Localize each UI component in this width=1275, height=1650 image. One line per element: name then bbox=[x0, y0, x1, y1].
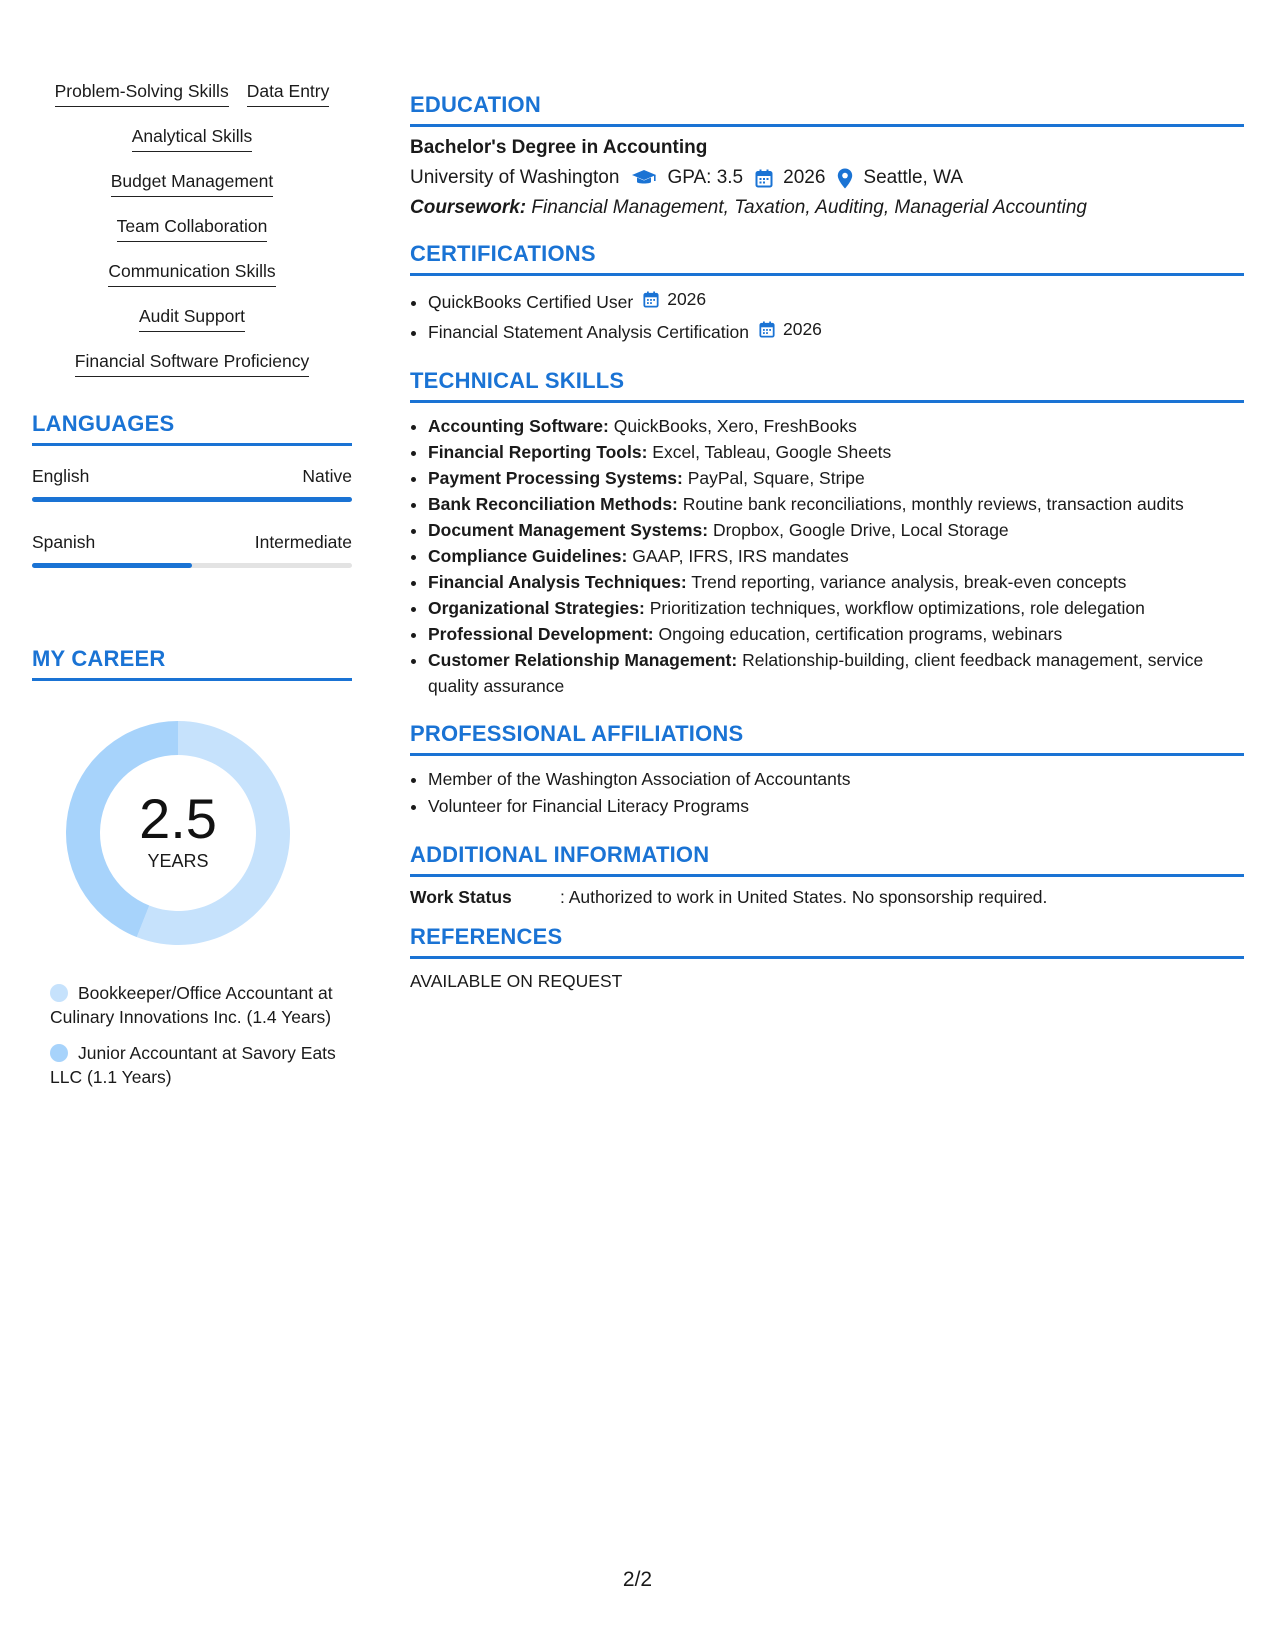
references-text: AVAILABLE ON REQUEST bbox=[410, 971, 623, 991]
certification-name: QuickBooks Certified User bbox=[428, 292, 634, 312]
technical-skill-category: Compliance Guidelines: bbox=[428, 546, 628, 566]
affiliation-item: • Volunteer for Financial Literacy Programs bbox=[428, 793, 1244, 820]
career-legend-item bbox=[50, 981, 340, 1029]
location-pin-icon bbox=[837, 168, 853, 189]
technical-skill-item bbox=[428, 621, 1244, 647]
career-years-unit: YEARS bbox=[147, 851, 209, 871]
education-degree: Bachelor's Degree in Accounting bbox=[410, 137, 708, 158]
calendar-icon bbox=[643, 291, 663, 308]
education-gpa: GPA: 3.5 bbox=[667, 167, 744, 188]
technical-skill-values: Ongoing education, certification programs, webinars bbox=[658, 624, 1063, 644]
technical-skills-title: TECHNICAL SKILLS bbox=[410, 368, 1244, 403]
language-level-fill bbox=[32, 497, 352, 502]
technical-skills-list bbox=[410, 413, 1244, 699]
skill-tag: Data Entry bbox=[247, 80, 330, 107]
language-level-bar bbox=[32, 563, 352, 568]
left-column bbox=[32, 80, 352, 1101]
coursework-label: Coursework: bbox=[410, 197, 527, 218]
career-legend bbox=[50, 981, 340, 1089]
education-location: Seattle, WA bbox=[863, 167, 964, 188]
references-section bbox=[410, 924, 1244, 992]
technical-skill-item bbox=[428, 439, 1244, 465]
skill-row bbox=[32, 305, 352, 332]
legend-color-dot bbox=[50, 1044, 68, 1062]
certification-name: Financial Statement Analysis Certification bbox=[428, 322, 749, 342]
technical-skill-item bbox=[428, 569, 1244, 595]
technical-skill-values: Excel, Tableau, Google Sheets bbox=[652, 442, 892, 462]
certification-item bbox=[428, 316, 1244, 346]
language-name: Spanish bbox=[32, 532, 96, 552]
languages-section bbox=[32, 411, 352, 568]
technical-skill-category: Financial Analysis Techniques: bbox=[428, 572, 687, 592]
skill-tag: Problem-Solving Skills bbox=[55, 80, 229, 107]
technical-skills-section bbox=[410, 368, 1244, 699]
career-section bbox=[32, 646, 352, 1089]
certifications-title: CERTIFICATIONS bbox=[410, 241, 1244, 276]
right-column bbox=[410, 92, 1244, 992]
technical-skill-values: GAAP, IFRS, IRS mandates bbox=[632, 546, 849, 566]
skill-row bbox=[32, 260, 352, 287]
skill-tag: Analytical Skills bbox=[132, 125, 253, 152]
skills-list bbox=[32, 80, 352, 377]
calendar-icon bbox=[759, 321, 779, 338]
skill-row bbox=[32, 80, 352, 107]
languages-title: LANGUAGES bbox=[32, 411, 352, 446]
technical-skill-category: Professional Development: bbox=[428, 624, 654, 644]
technical-skill-values: QuickBooks, Xero, FreshBooks bbox=[613, 416, 857, 436]
page-number: 2/2 bbox=[622, 1568, 653, 1591]
language-level: Intermediate bbox=[254, 532, 352, 552]
technical-skill-values: Trend reporting, variance analysis, break-even concepts bbox=[691, 572, 1127, 592]
technical-skill-item bbox=[428, 465, 1244, 491]
education-school: University of Washington bbox=[410, 167, 620, 188]
work-status bbox=[410, 887, 1244, 908]
affiliations-title: PROFESSIONAL AFFILIATIONS bbox=[410, 721, 1244, 756]
education-section bbox=[410, 92, 1244, 219]
technical-skill-values: Dropbox, Google Drive, Local Storage bbox=[712, 520, 1009, 540]
legend-color-dot bbox=[50, 984, 68, 1002]
language-level-fill bbox=[32, 563, 192, 568]
skill-tag: Budget Management bbox=[111, 170, 273, 197]
career-donut-chart bbox=[66, 721, 290, 945]
technical-skill-values: PayPal, Square, Stripe bbox=[687, 468, 865, 488]
technical-skill-category: Financial Reporting Tools: bbox=[428, 442, 648, 462]
skill-tag: Communication Skills bbox=[108, 260, 275, 287]
certification-year: 2026 bbox=[667, 289, 707, 309]
work-status-value: : Authorized to work in United States. No sponsorship required. bbox=[560, 887, 1048, 907]
technical-skill-category: Customer Relationship Management: bbox=[428, 650, 738, 670]
language-level-bar bbox=[32, 497, 352, 502]
language-item bbox=[32, 532, 352, 568]
technical-skill-item bbox=[428, 647, 1244, 699]
career-legend-item bbox=[50, 1041, 340, 1089]
language-item bbox=[32, 466, 352, 502]
education-coursework bbox=[410, 197, 1244, 219]
technical-skill-item bbox=[428, 595, 1244, 621]
career-entry-label: Junior Accountant at Savory Eats LLC (1.1 Years) bbox=[50, 1043, 336, 1087]
education-details bbox=[410, 167, 1244, 189]
certification-item bbox=[428, 286, 1244, 316]
technical-skill-item bbox=[428, 517, 1244, 543]
technical-skill-category: Bank Reconciliation Methods: bbox=[428, 494, 678, 514]
certifications-list bbox=[410, 286, 1244, 346]
affiliation-item: • Member of the Washington Association of Accountants bbox=[428, 766, 1244, 793]
skill-row bbox=[32, 350, 352, 377]
additional-info-section bbox=[410, 842, 1244, 908]
technical-skill-item bbox=[428, 413, 1244, 439]
technical-skill-values: Prioritization techniques, workflow optimizations, role delegation bbox=[649, 598, 1145, 618]
language-name: English bbox=[32, 466, 90, 486]
skill-row bbox=[32, 125, 352, 152]
graduation-cap-icon bbox=[631, 169, 657, 187]
certification-year: 2026 bbox=[782, 319, 822, 339]
career-entry-label: Bookkeeper/Office Accountant at Culinary Innovations Inc. (1.4 Years) bbox=[50, 983, 333, 1027]
skill-tag: Team Collaboration bbox=[117, 215, 268, 242]
technical-skill-values: Routine bank reconciliations, monthly reviews, transaction audits bbox=[682, 494, 1184, 514]
technical-skill-values: Relationship-building, client feedback management, service quality assurance bbox=[428, 650, 1204, 696]
references-title: REFERENCES bbox=[410, 924, 1244, 959]
additional-info-title: ADDITIONAL INFORMATION bbox=[410, 842, 1244, 877]
skill-tag: Financial Software Proficiency bbox=[75, 350, 309, 377]
coursework-value: Financial Management, Taxation, Auditing, Managerial Accounting bbox=[531, 197, 1087, 218]
skill-row bbox=[32, 170, 352, 197]
technical-skill-category: Accounting Software: bbox=[428, 416, 609, 436]
technical-skill-item bbox=[428, 543, 1244, 569]
affiliations-list bbox=[410, 766, 1244, 820]
education-title: EDUCATION bbox=[410, 92, 1244, 127]
technical-skill-item bbox=[428, 491, 1244, 517]
education-year: 2026 bbox=[783, 167, 826, 188]
language-level: Native bbox=[302, 466, 352, 486]
affiliations-section bbox=[410, 721, 1244, 820]
work-status-label: Work Status bbox=[410, 887, 512, 907]
career-title: MY CAREER bbox=[32, 646, 352, 681]
technical-skill-category: Organizational Strategies: bbox=[428, 598, 645, 618]
certifications-section bbox=[410, 241, 1244, 346]
career-total-years: 2.5 bbox=[139, 787, 217, 850]
skill-tag: Audit Support bbox=[139, 305, 245, 332]
technical-skill-category: Document Management Systems: bbox=[428, 520, 709, 540]
skill-row bbox=[32, 215, 352, 242]
technical-skill-category: Payment Processing Systems: bbox=[428, 468, 683, 488]
calendar-icon bbox=[755, 169, 773, 188]
